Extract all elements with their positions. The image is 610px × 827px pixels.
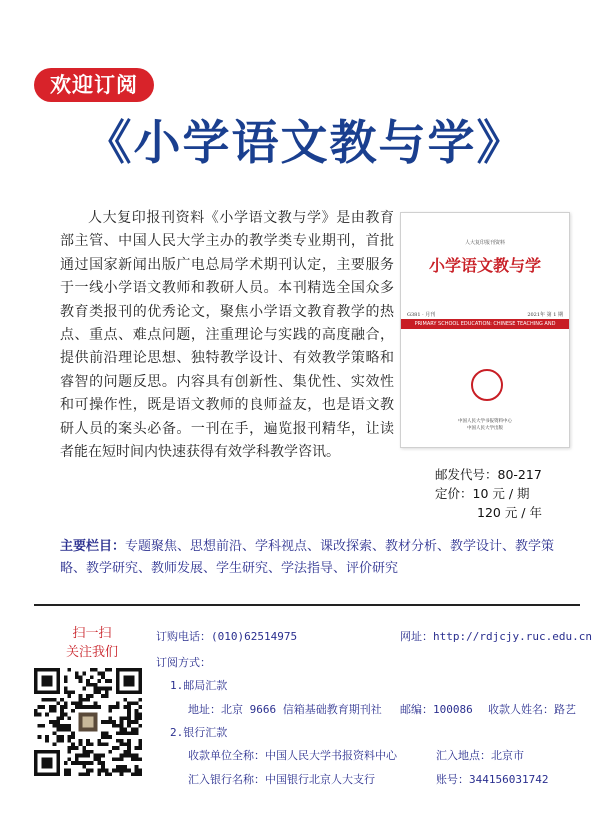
- cover-code: G381 · 月刊: [407, 312, 436, 318]
- scan-line-2: 关注我们: [65, 645, 118, 660]
- welcome-badge: 欢迎订阅: [34, 68, 154, 102]
- cover-meta: [407, 311, 563, 318]
- columns-label: 主要栏目：: [60, 539, 126, 554]
- journal-title: 《小学语文教与学》: [84, 116, 526, 171]
- bank-place: 汇入地点：北京市: [436, 749, 524, 762]
- intro-paragraph: 人大复印报刊资料《小学语文教与学》是由教育部主管、中国人民大学主办的教学类专业期刊，首批通过国家新闻出版广电总局学术期刊认定，主要服务于一线小学语文教师和教研人员。本刊精选全国众多教育类报刊的优秀论文，聚焦小学语文教育教学的热点、重点、难点问题，注重理论与实践的高度融合，提供前沿理论思想、独特教学设计、有效教学策略和睿智的问题反思。内容具有创新性、集优性、实效性和可操作性，既是语文教师的良师益友，也是语文教研人员的案头必备。一刊在手，遍览报刊精华，让读者能在短时间内快速获得有效学科教学咨讯。: [60, 210, 394, 461]
- bank-name: 汇入银行名称：中国银行北京人大支行: [188, 773, 375, 786]
- pricing-block: [435, 465, 542, 522]
- scan-line-1: 扫一扫: [72, 626, 112, 641]
- qr-code-icon[interactable]: [34, 668, 142, 776]
- scan-prompt: [34, 624, 150, 662]
- bank-payee: 收款单位全称：中国人民大学书报资料中心: [188, 749, 397, 762]
- bank-account: 账号：344156031742: [436, 773, 549, 786]
- website[interactable]: 网址：http://rdjcjy.ruc.edu.cn: [400, 630, 592, 643]
- post-address: 地址：北京 9666 信箱基础教育期刊社: [188, 703, 382, 716]
- price-per-issue: 定价：10 元 / 期: [435, 486, 530, 501]
- cover-seal-icon: [471, 369, 503, 401]
- cover-publisher: [401, 418, 569, 432]
- cover-english-band: PRIMARY SCHOOL EDUCATION: CHINESE TEACHING AND LEARNING: [401, 319, 569, 329]
- cover-publisher-2: 中国人民大学出版: [467, 426, 503, 431]
- main-columns: [60, 536, 580, 580]
- cover-publisher-1: 中国人民大学书报资料中心: [458, 419, 512, 424]
- order-phone: 订购电话：(010)62514975: [156, 630, 298, 643]
- post-zip: 邮编：100086: [400, 703, 473, 716]
- cover-issue: 2021年 第 1 期: [527, 312, 563, 318]
- post-recipient: 收款人姓名：路艺: [488, 703, 576, 716]
- journal-cover: [400, 212, 570, 448]
- price-per-year: 120 元 / 年: [477, 505, 542, 520]
- cover-series: 人大复印报刊资料: [464, 240, 505, 246]
- post-heading: 1.邮局汇款: [170, 679, 228, 692]
- columns-list: 专题聚焦、思想前沿、学科视点、课改探索、教材分析、教学设计、教学策略、教学研究、教师发展、学生研究、学法指导、评价研究: [60, 539, 555, 576]
- bank-heading: 2.银行汇款: [170, 726, 228, 739]
- subscribe-method: 订阅方式：: [156, 656, 211, 669]
- cover-title: 小学语文教与学: [428, 256, 541, 275]
- postal-code: 邮发代号：80-217: [435, 467, 542, 482]
- divider: [34, 604, 580, 606]
